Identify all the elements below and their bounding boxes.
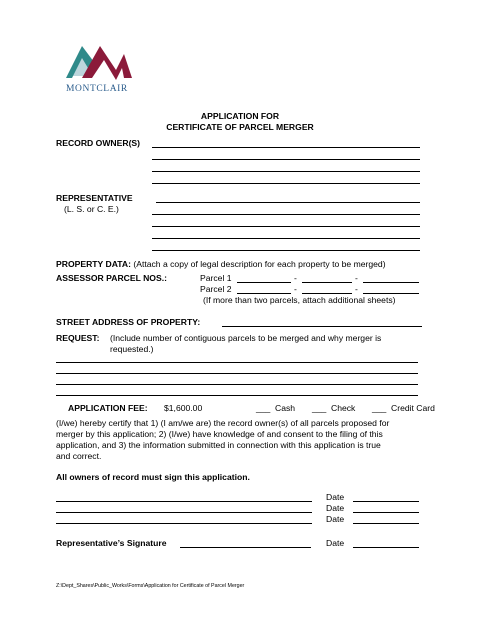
rep-signature-field[interactable] [180, 539, 311, 548]
parcel-note: (If more than two parcels, attach additional sheets) [203, 295, 396, 305]
owner-signature-line-1[interactable] [56, 501, 312, 502]
representative-line-3[interactable] [152, 226, 420, 227]
certify-line-1: (I/we) hereby certify that 1) (I am/we are) the record owner(s) of all parcels proposed for [56, 418, 390, 428]
request-text-2: requested.) [110, 344, 154, 354]
representative-line-1[interactable] [156, 202, 420, 203]
owner-date-field-2[interactable] [353, 504, 419, 513]
representative-line-5[interactable] [152, 250, 420, 251]
rep-date-field[interactable] [353, 539, 419, 548]
parcel-2-parcel-field[interactable] [363, 285, 419, 294]
credit-card-checkbox[interactable]: ___ [372, 403, 387, 413]
montclair-logo-mark [60, 40, 140, 86]
record-owner-line-4[interactable] [152, 183, 420, 184]
parcel-1-dash-1: - [294, 273, 297, 283]
application-fee-amount: $1,600.00 [164, 403, 203, 413]
cash-checkbox[interactable]: ___ [256, 403, 271, 413]
request-line-4[interactable] [56, 395, 418, 396]
owner-date-label-3: Date [326, 514, 345, 524]
title-line-1: APPLICATION FOR [200, 111, 280, 121]
request-text-1: (Include number of contiguous parcels to be merged and why merger is [110, 333, 382, 343]
owner-signature-line-3[interactable] [56, 523, 312, 524]
parcel-2-page-field[interactable] [302, 285, 352, 294]
rep-signature-label: Representative’s Signature [56, 538, 167, 548]
record-owner-line-3[interactable] [152, 171, 420, 172]
property-data-text: (Attach a copy of legal description for each property to be merged) [133, 259, 386, 269]
check-label: Check [331, 403, 356, 413]
parcel-2-dash-1: - [294, 284, 297, 294]
parcel-1-label: Parcel 1 [200, 273, 232, 283]
record-owner-line-1[interactable] [152, 147, 420, 148]
parcel-2-label: Parcel 2 [200, 284, 232, 294]
owner-date-label-2: Date [326, 503, 345, 513]
parcel-2-dash-2: - [355, 284, 358, 294]
request-line-2[interactable] [56, 373, 418, 374]
request-line-3[interactable] [56, 384, 418, 385]
rep-date-label: Date [326, 538, 345, 548]
representative-line-2[interactable] [152, 214, 420, 215]
certify-line-3: application, and 3) the information submitted in connection with this application is true [56, 440, 381, 450]
assessor-parcel-label: ASSESSOR PARCEL NOS.: [56, 273, 167, 283]
certify-line-4: and correct. [56, 451, 102, 461]
representative-line-4[interactable] [152, 238, 420, 239]
check-checkbox[interactable]: ___ [312, 403, 327, 413]
logo-text: MONTCLAIR [66, 84, 128, 94]
representative-label: REPRESENTATIVE [56, 193, 133, 203]
representative-sublabel: (L. S. or C. E.) [64, 204, 119, 214]
parcel-2-book-field[interactable] [237, 285, 291, 294]
certify-line-2: merger by this application; 2) (I/we) have knowledge of and consent to the filing of this [56, 429, 383, 439]
montclair-logo [60, 40, 140, 96]
parcel-1-parcel-field[interactable] [363, 274, 419, 283]
credit-card-label: Credit Card [391, 403, 435, 413]
request-label: REQUEST: [56, 333, 100, 343]
record-owner-line-2[interactable] [152, 159, 420, 160]
property-data-row [56, 259, 386, 270]
parcel-1-page-field[interactable] [302, 274, 352, 283]
owner-date-field-3[interactable] [353, 515, 419, 524]
parcel-1-book-field[interactable] [237, 274, 291, 283]
footer-path: Z:\Dept_Shares\Public_Works\Forms\Application for Certificate of Parcel Merger [56, 583, 245, 589]
request-line-1[interactable] [56, 362, 418, 363]
owner-date-label-1: Date [326, 492, 345, 502]
cash-label: Cash [275, 403, 296, 413]
property-data-label: PROPERTY DATA: [56, 259, 131, 269]
sign-notice: All owners of record must sign this application. [56, 472, 250, 482]
owner-signature-line-2[interactable] [56, 512, 312, 513]
parcel-1-dash-2: - [355, 273, 358, 283]
record-owner-label: RECORD OWNER(S) [56, 138, 141, 148]
title-line-2: CERTIFICATE OF PARCEL MERGER [166, 122, 314, 132]
owner-date-field-1[interactable] [353, 493, 419, 502]
street-address-label: STREET ADDRESS OF PROPERTY: [56, 317, 201, 327]
application-fee-label: APPLICATION FEE: [68, 403, 148, 413]
street-address-field[interactable] [222, 326, 422, 327]
